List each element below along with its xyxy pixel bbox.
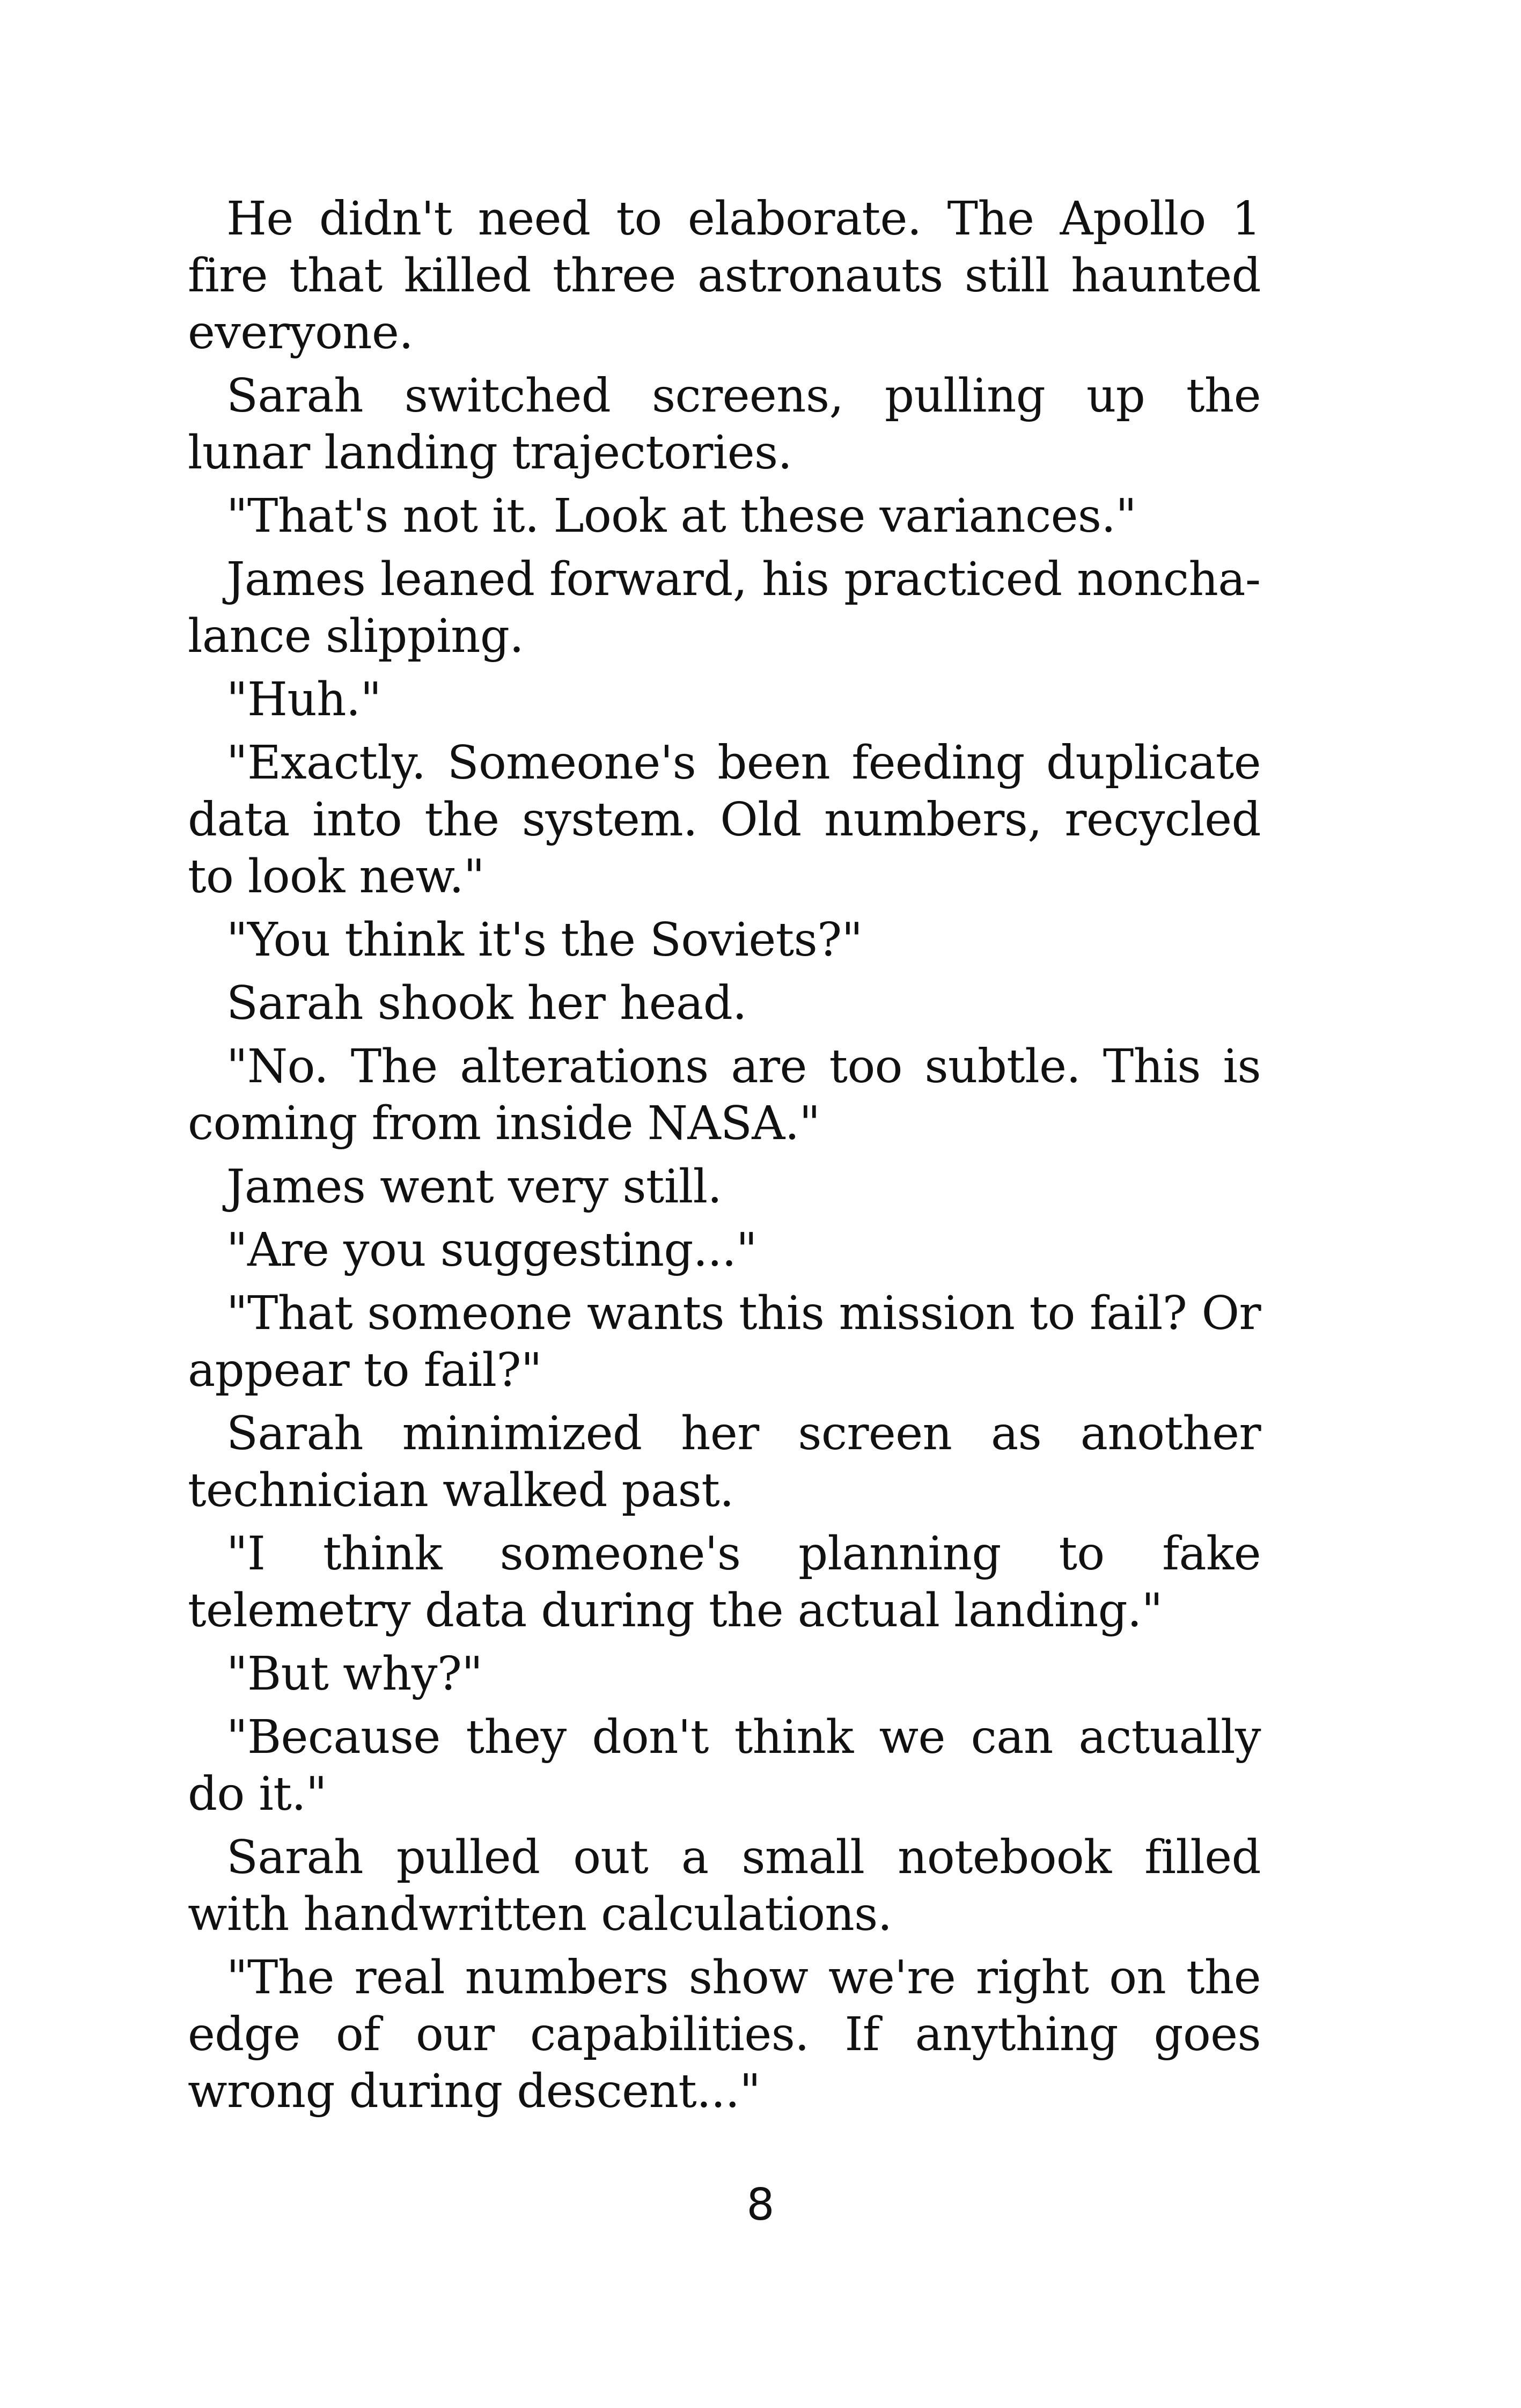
- book-page-body: [188, 190, 1261, 2126]
- paragraph-12: "That someone wants this mission to fail? Or appear to fail?": [188, 1287, 1261, 1397]
- paragraph-17: Sarah pulled out a small notebook filled with handwritten calculations.: [188, 1831, 1261, 1941]
- paragraph-15: "But why?": [226, 1647, 483, 1701]
- paragraph-9: "No. The alterations are too subtle. This is coming from inside NASA.": [188, 1040, 1261, 1150]
- paragraph-2: Sarah switched screens, pulling up the lunar landing trajectories.: [188, 369, 1261, 480]
- page-number: 8: [746, 2179, 775, 2230]
- paragraph-11: "Are you suggesting...": [226, 1223, 758, 1277]
- paragraph-3: "That's not it. Look at these variances.": [226, 489, 1137, 543]
- paragraph-5: "Huh.": [226, 673, 381, 726]
- paragraph-16: "Because they don't think we can actually do it.": [188, 1710, 1261, 1821]
- paragraph-18: "The real numbers show we're right on the edge of our capabilities. If anything goes wrong during descent...": [188, 1951, 1261, 2118]
- paragraph-1: He didn't need to elaborate. The Apollo 1 fire that killed three astronauts still haunted everyone.: [188, 192, 1261, 359]
- paragraph-14: "I think someone's planning to fake telemetry data during the actual landing.": [188, 1527, 1261, 1638]
- paragraph-10: James went very still.: [226, 1160, 722, 1214]
- paragraph-6: "Exactly. Someone's been feeding duplicate data into the system. Old numbers, recycled to look new.": [188, 736, 1261, 904]
- paragraph-13: Sarah minimized her screen as another technician walked past.: [188, 1407, 1261, 1517]
- paragraph-4: James leaned forward, his practiced nonchalance slipping.: [188, 553, 1261, 663]
- paragraph-7: "You think it's the Soviets?": [226, 913, 863, 967]
- paragraph-8: Sarah shook her head.: [226, 977, 747, 1030]
